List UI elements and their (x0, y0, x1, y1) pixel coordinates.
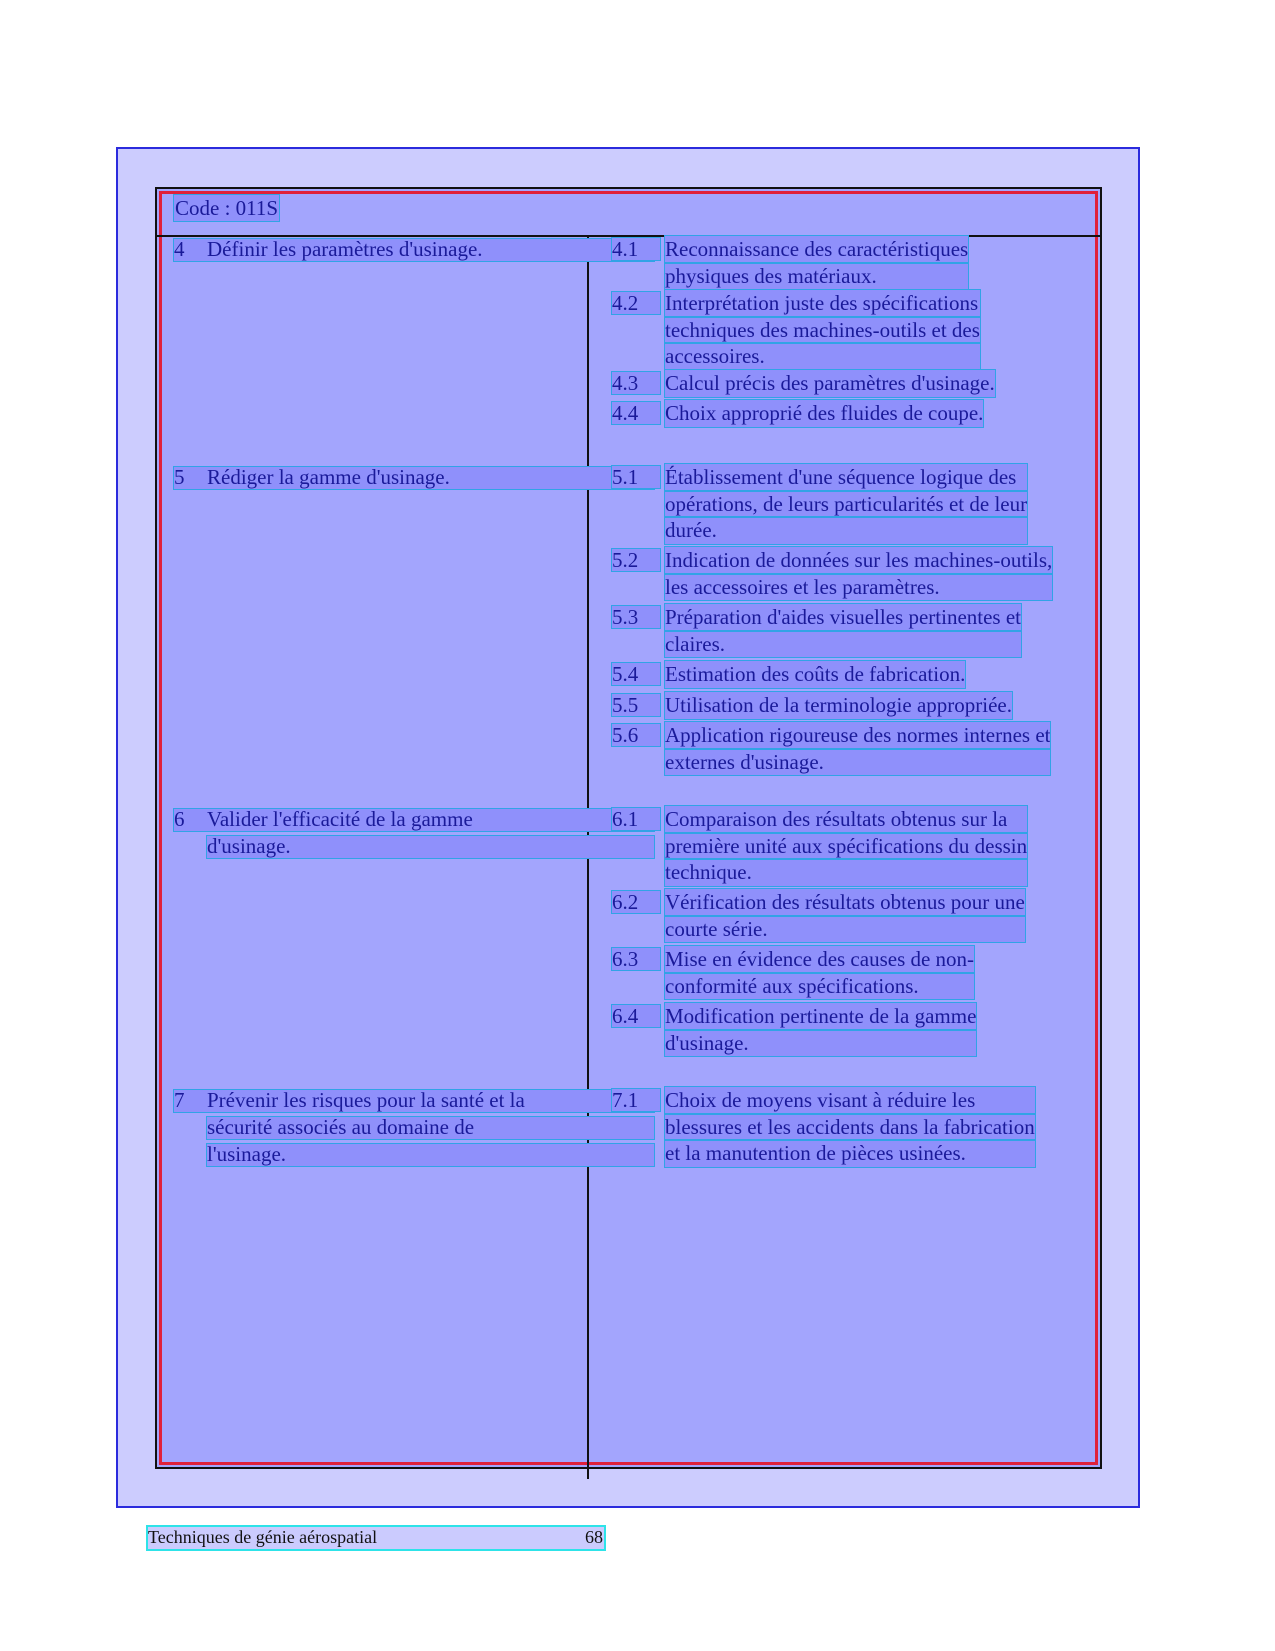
criterion-text: Mise en évidence des causes de non- (665, 947, 975, 971)
criterion-text: conformité aux spécifications. (665, 973, 974, 1000)
criterion-text: Reconnaissance des caractéristiques (665, 237, 969, 261)
criterion-text: courte série. (665, 916, 1025, 943)
criterion-number: 5.6 (612, 723, 639, 747)
criterion-text: Estimation des coûts de fabrication. (665, 662, 966, 686)
competency-text: sécurité associés au domaine de (207, 1115, 475, 1139)
criterion-text: techniques des machines-outils et des (665, 317, 980, 342)
competency-table (155, 187, 1102, 1469)
competency-number: 4 (174, 237, 185, 261)
criterion-number: 6.4 (612, 1004, 639, 1028)
criterion-text: technique. (665, 859, 1027, 886)
criterion-number: 4.1 (612, 237, 639, 261)
criterion-text: Choix approprié des fluides de coupe. (665, 401, 984, 425)
criterion-text: Préparation d'aides visuelles pertinentes et (665, 605, 1022, 629)
criterion-text: Choix de moyens visant à réduire les (665, 1087, 1035, 1114)
criterion-number: 4.4 (612, 401, 639, 425)
criterion-text: Vérification des résultats obtenus pour une (665, 890, 1025, 914)
criterion-text: première unité aux spécifications du dessin (665, 833, 1028, 858)
criterion-text: opérations, de leurs particularités et de leur (665, 491, 1028, 516)
criterion-text: Modification pertinente de la gamme (665, 1004, 977, 1028)
criterion-number: 5.4 (612, 662, 639, 686)
competency-text: Valider l'efficacité de la gamme (207, 807, 473, 831)
competency-text: Définir les paramètres d'usinage. (207, 237, 483, 261)
competency-number: 5 (174, 465, 185, 489)
criterion-text: externes d'usinage. (665, 749, 1050, 776)
criterion-text: Interprétation juste des spécifications (665, 291, 979, 315)
criterion-text: accessoires. (665, 343, 980, 370)
competency-text: Prévenir les risques pour la santé et la (207, 1088, 525, 1112)
criterion-text: Utilisation de la terminologie appropriée. (665, 693, 1012, 717)
column-divider (587, 237, 589, 1479)
criterion-text: claires. (665, 631, 1021, 658)
criterion-text: Application rigoureuse des normes internes et (665, 723, 1051, 747)
criterion-text: physiques des matériaux. (665, 263, 968, 290)
competency-text: l'usinage. (207, 1142, 287, 1166)
criterion-text: Calcul précis des paramètres d'usinage. (665, 371, 995, 395)
competency-number: 6 (174, 807, 185, 831)
criterion-number: 7.1 (612, 1088, 639, 1112)
criterion-number: 5.5 (612, 693, 639, 717)
criterion-text: blessures et les accidents dans la fabrication (665, 1114, 1035, 1139)
criterion-number: 6.1 (612, 807, 639, 831)
competency-text: d'usinage. (207, 834, 291, 858)
competency-number: 7 (174, 1088, 185, 1112)
footer-program-title: Techniques de génie aérospatial (148, 1527, 378, 1547)
footer-page-number: 68 (585, 1527, 603, 1547)
criterion-number: 4.2 (612, 291, 639, 315)
criterion-text: Comparaison des résultats obtenus sur la (665, 806, 1027, 833)
criterion-text: durée. (665, 517, 1027, 544)
competency-text: Rédiger la gamme d'usinage. (207, 465, 450, 489)
criterion-number: 6.2 (612, 890, 639, 914)
criterion-text: d'usinage. (665, 1030, 976, 1057)
criterion-text: les accessoires et les paramètres. (665, 574, 1052, 601)
criterion-number: 5.2 (612, 548, 639, 572)
criterion-number: 6.3 (612, 947, 639, 971)
criterion-number: 4.3 (612, 371, 639, 395)
criterion-text: Établissement d'une séquence logique des (665, 464, 1027, 491)
code-label: Code : 011S (175, 196, 279, 220)
criterion-number: 5.3 (612, 605, 639, 629)
criterion-text: et la manutention de pièces usinées. (665, 1140, 1035, 1167)
criterion-number: 5.1 (612, 465, 639, 489)
criterion-text: Indication de données sur les machines-outils, (665, 548, 1053, 572)
